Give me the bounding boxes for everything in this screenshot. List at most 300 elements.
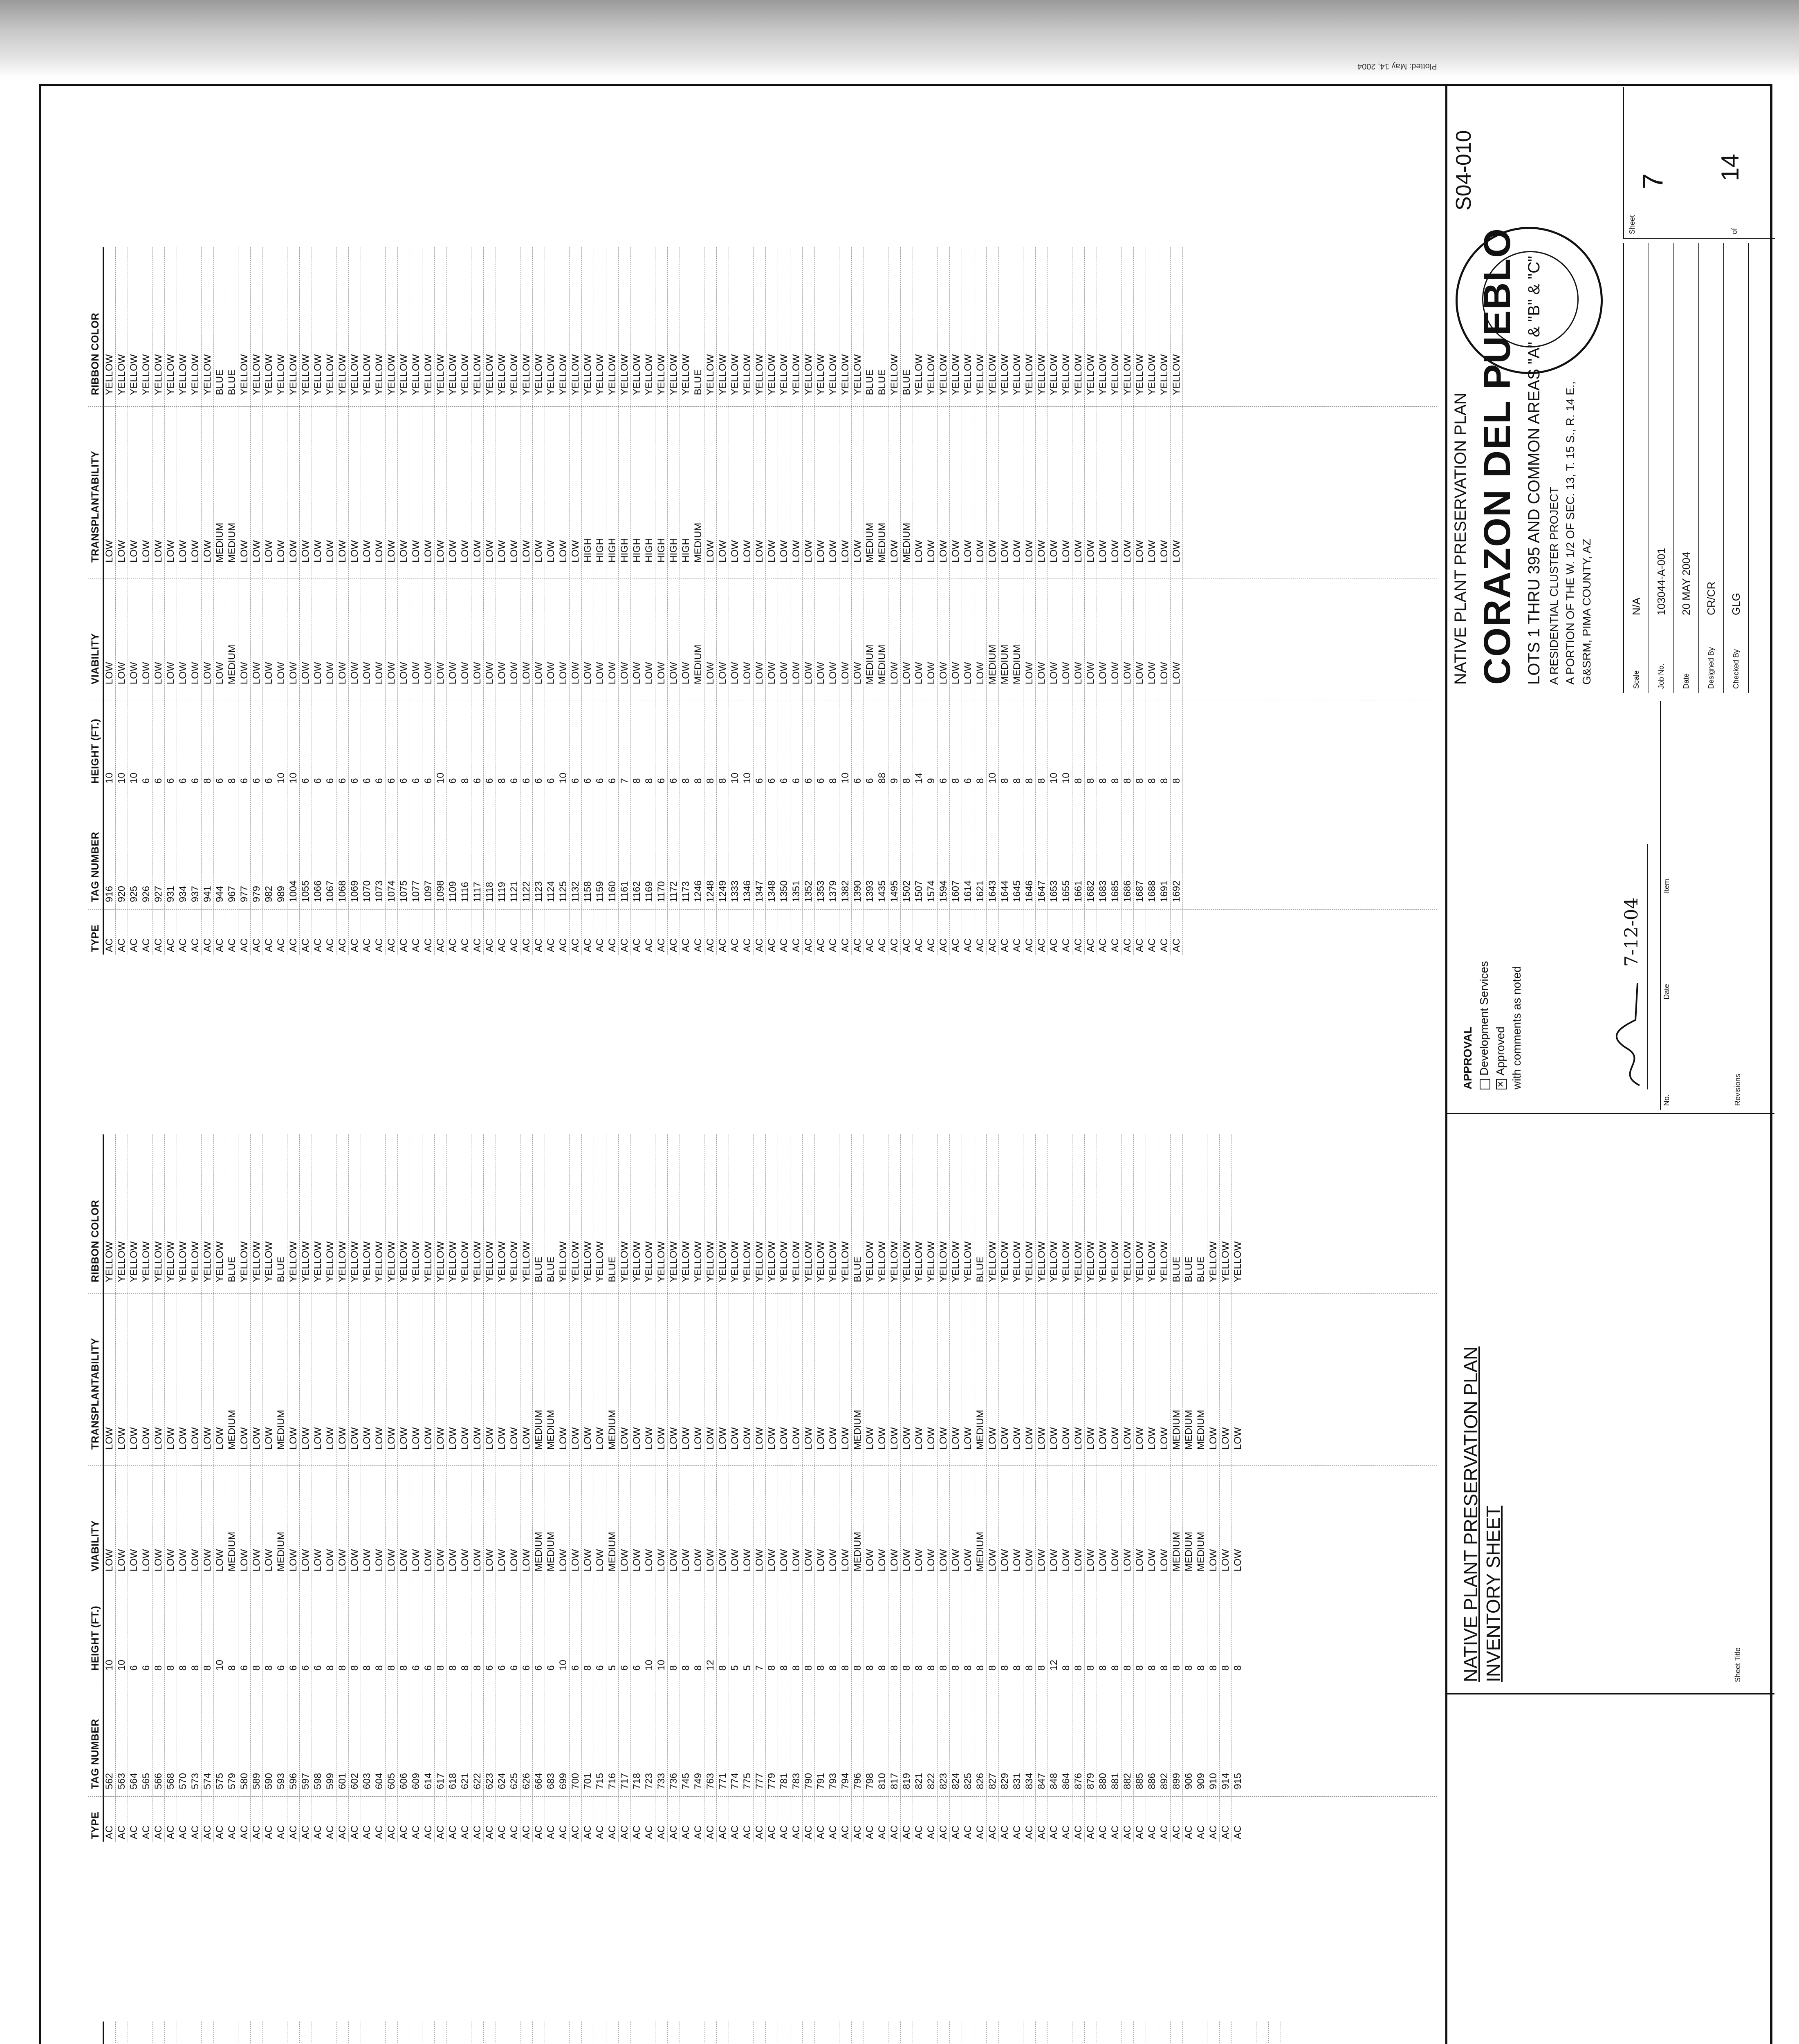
job-value: 103044-A-001 [1655,548,1667,615]
type-cell: AC [901,938,912,952]
ribbon-color-cell: YELLOW [926,354,937,395]
tag-number-cell: 906 [1183,1773,1194,1790]
table-row [619,2022,631,2044]
table-row [1146,2022,1158,2044]
ribbon-color-cell [263,2022,275,2044]
viability-cell: LOW [374,662,385,685]
type-cell: AC [1183,1825,1194,1839]
tag-number-cell: 609 [410,1773,422,1790]
tag-number-cell: 881 [1110,1773,1121,1790]
height-cell: 8 [386,1665,397,1671]
tag-number-cell: 1158 [582,881,593,903]
table-row [1097,247,1109,955]
type-cell: AC [496,1825,507,1839]
transplantability-cell: LOW [1110,540,1121,563]
viability-cell: LOW [1024,1549,1035,1572]
type-cell: AC [325,938,336,952]
tag-number-cell: 1123 [533,881,544,903]
ribbon-color-cell [140,2022,152,2044]
tag-number-cell: 1097 [423,880,434,903]
transplantability-cell: LOW [1073,1427,1084,1450]
tag-number-cell: 944 [214,885,225,903]
tag-number-cell: 941 [202,885,213,903]
type-cell: AC [435,1825,446,1839]
ribbon-color-cell [557,2022,569,2044]
transplantability-cell: LOW [901,1427,912,1450]
transplantability-cell: MEDIUM [693,522,704,563]
transplantability-cell: LOW [1134,1427,1145,1450]
ribbon-color-cell [619,2022,630,2044]
ribbon-color-cell: YELLOW [668,1241,679,1282]
type-cell: AC [423,938,434,952]
tag-number-cell: 1352 [803,880,814,903]
viability-cell: LOW [349,1549,360,1572]
transplantability-cell: LOW [349,1427,360,1450]
transplantability-cell: LOW [558,1427,569,1450]
ribbon-color-cell [594,2022,606,2044]
table-row [913,247,925,955]
type-cell: AC [594,938,606,952]
viability-cell: LOW [950,662,961,685]
ribbon-color-cell: YELLOW [889,1241,900,1282]
height-cell: 8 [950,778,961,784]
table-row [1146,1134,1158,1842]
height-cell: 8 [680,778,691,784]
table-row [165,1134,177,1842]
ribbon-color-cell [827,2022,839,2044]
column-header-ribbon: RIBBON COLOR [90,312,101,395]
table-row [324,247,336,955]
table-row [287,247,300,955]
height-cell: 5 [742,1665,753,1671]
table-row [704,1134,717,1842]
table-row [962,2022,974,2044]
tag-number-cell: 823 [938,1773,949,1790]
table-row [177,1134,189,1842]
ribbon-color-cell: YELLOW [104,1241,115,1282]
column-header-viability: VIABILITY [90,633,101,685]
ribbon-color-cell: BLUE [607,1256,618,1282]
ribbon-color-cell: YELLOW [521,354,532,395]
tag-number-cell: 1119 [496,882,507,903]
transplantability-cell: LOW [509,540,520,563]
ribbon-color-cell: YELLOW [349,354,360,395]
tag-number-cell: 1390 [852,880,863,903]
height-cell: 8 [717,778,728,784]
transplantability-cell: LOW [398,540,409,563]
table-row [422,1134,435,1842]
type-cell: AC [128,938,139,952]
ribbon-color-cell: YELLOW [1061,1241,1072,1282]
project-cell [1447,1703,1774,2044]
transplantability-cell: LOW [766,1427,777,1450]
height-cell: 10 [840,772,851,784]
ribbon-color-cell [459,2022,471,2044]
height-cell: 8 [693,778,704,784]
tag-number-cell: 821 [913,1773,924,1790]
height-cell: 10 [1048,772,1059,784]
viability-cell: LOW [460,1549,471,1572]
table-row [582,1134,594,1842]
table-row [177,247,189,955]
type-cell: AC [288,1825,299,1839]
viability-cell: LOW [791,1549,802,1572]
table-row [300,2022,312,2044]
viability-cell: LOW [214,1549,225,1572]
table-row [1269,2022,1281,2044]
height-cell: 6 [938,778,949,784]
viability-cell: LOW [1220,1549,1231,1572]
table-row [275,1134,287,1842]
ribbon-color-cell: YELLOW [1208,1241,1219,1282]
table-row [827,2022,839,2044]
ribbon-color-cell [1134,2022,1146,2044]
transplantability-cell: LOW [496,540,507,563]
transplantability-cell: HIGH [656,538,667,563]
transplantability-cell: MEDIUM [214,522,225,563]
table-row [251,2022,263,2044]
transplantability-cell: LOW [104,540,115,563]
ribbon-color-cell [471,2022,483,2044]
transplantability-cell: LOW [1097,540,1108,563]
type-cell: AC [460,938,471,952]
ribbon-color-cell [631,2022,643,2044]
viability-cell: LOW [484,1549,495,1572]
table-row [1085,247,1097,955]
transplantability-cell: LOW [742,1427,753,1450]
transplantability-cell: LOW [852,540,863,563]
approval-dev: Development Services [1478,961,1490,1076]
type-cell: AC [263,938,274,952]
table-row [459,2022,471,2044]
height-cell: 8 [815,1665,826,1671]
type-cell: AC [852,1825,863,1839]
ribbon-color-cell [116,2022,128,2044]
table-row [815,1134,827,1842]
transplantability-cell: LOW [889,540,900,563]
transplantability-cell: LOW [460,540,471,563]
table-row [1171,247,1183,955]
transplantability-cell: LOW [214,1427,225,1450]
table-body [103,247,1183,955]
checked-value: GLG [1729,593,1742,615]
ribbon-color-cell [226,2022,238,2044]
height-cell: 6 [864,778,875,784]
tag-number-cell: 879 [1085,1773,1096,1790]
transplantability-cell: LOW [435,1427,446,1450]
ribbon-color-cell [852,2022,864,2044]
table-row [766,1134,778,1842]
tag-number-cell: 1347 [754,880,765,903]
ribbon-color-cell: YELLOW [398,354,409,395]
table-row [435,247,447,955]
height-cell: 8 [447,1665,458,1671]
viability-cell: LOW [472,662,483,685]
height-cell: 8 [582,1665,593,1671]
type-cell: AC [386,938,397,952]
viability-cell: LOW [398,1549,409,1572]
viability-cell: MEDIUM [276,1531,287,1572]
table-row [803,247,815,955]
table-row [349,247,361,955]
designed-label: Designed By [1707,647,1715,689]
title-block [1445,84,1774,2044]
type-cell: AC [251,938,262,952]
ribbon-color-cell: YELLOW [1024,354,1035,395]
ribbon-color-cell [582,2022,594,2044]
type-cell: AC [950,938,961,952]
transplantability-cell: LOW [705,540,716,563]
tag-number-cell: 1683 [1097,880,1108,903]
table-row [435,2022,447,2044]
viability-cell: LOW [594,662,606,685]
ribbon-color-cell [165,2022,177,2044]
tag-number-cell: 1655 [1061,880,1072,903]
transplantability-cell: LOW [582,1427,593,1450]
transplantability-cell: MEDIUM [901,522,912,563]
ribbon-color-cell: YELLOW [582,354,593,395]
tag-number-cell: 1162 [631,881,642,903]
type-cell: AC [717,938,728,952]
ribbon-color-cell: YELLOW [717,354,728,395]
tag-number-cell: 1109 [447,881,458,903]
table-row [128,1134,140,1842]
height-cell: 6 [312,778,323,784]
ribbon-color-cell: YELLOW [1110,1241,1121,1282]
type-cell: AC [533,1825,544,1839]
tag-number-cell: 1686 [1122,880,1133,903]
height-cell: 6 [423,778,434,784]
type-cell: AC [901,1825,912,1839]
plot-stamp: Plotted: May 14, 2004 [1357,62,1437,71]
ribbon-color-cell [668,2022,680,2044]
viability-cell: LOW [1171,662,1182,685]
viability-cell: LOW [153,662,164,685]
viability-cell: LOW [1110,1549,1121,1572]
viability-cell: MEDIUM [1196,1531,1207,1572]
type-cell: AC [361,1825,372,1839]
table-row [766,2022,778,2044]
viability-cell: LOW [533,662,544,685]
viability-cell: LOW [361,662,372,685]
type-cell: AC [447,1825,458,1839]
ribbon-color-cell: YELLOW [202,354,213,395]
height-cell: 8 [999,778,1010,784]
transplantability-cell: LOW [447,540,458,563]
height-cell: 6 [496,1665,507,1671]
table-row [508,2022,520,2044]
type-cell: AC [975,938,986,952]
type-cell: AC [766,1825,777,1839]
ribbon-color-cell [1183,2022,1195,2044]
transplantability-cell: LOW [533,540,544,563]
tag-number-cell: 733 [656,1773,667,1790]
designed-value: CR/CR [1705,581,1717,615]
ribbon-color-cell [938,2022,949,2044]
table-row [545,2022,557,2044]
ribbon-color-cell: YELLOW [288,354,299,395]
transplantability-cell: MEDIUM [864,522,875,563]
type-cell: AC [644,938,655,952]
transplantability-cell: LOW [1171,540,1182,563]
type-cell: AC [877,938,888,952]
transplantability-cell: LOW [717,1427,728,1450]
height-cell: 8 [1146,1665,1157,1671]
table-row [1097,1134,1109,1842]
viability-cell: MEDIUM [693,644,704,685]
transplantability-cell: LOW [472,540,483,563]
tag-number-cell: 1118 [484,882,495,903]
project-info-grid [1623,243,1775,693]
type-cell: AC [1097,938,1108,952]
height-cell: 12 [705,1659,716,1671]
transplantability-cell: LOW [999,1427,1010,1450]
viability-cell: MEDIUM [852,1531,863,1572]
seal-inner-ring [1482,251,1579,347]
type-cell: AC [386,1825,397,1839]
type-cell: AC [496,938,507,952]
table-body [103,2022,1293,2044]
tag-number-cell: 1125 [558,881,569,903]
type-cell: AC [1110,938,1121,952]
type-cell: AC [668,1825,679,1839]
tag-number-cell: 623 [484,1773,495,1790]
ribbon-color-cell: BLUE [1196,1256,1207,1282]
tag-number-cell: 829 [999,1773,1010,1790]
tag-number-cell: 899 [1171,1773,1182,1790]
table-row [680,1134,692,1842]
type-cell: AC [374,1825,385,1839]
type-cell: AC [177,938,188,952]
type-cell: AC [104,1825,115,1839]
tag-number-cell: 783 [791,1773,802,1790]
height-cell: 14 [913,772,924,784]
type-cell: AC [803,1825,814,1839]
table-row [103,2022,116,2044]
transplantability-cell: LOW [631,1427,642,1450]
type-cell: AC [1232,1825,1243,1839]
table-row [1207,1134,1220,1842]
table-row [631,247,643,955]
ribbon-color-cell [1158,2022,1170,2044]
viability-cell: LOW [374,1549,385,1572]
type-cell: AC [509,1825,520,1839]
ribbon-color-cell: YELLOW [484,1241,495,1282]
transplantability-cell: LOW [815,540,826,563]
type-cell: AC [705,1825,716,1839]
ribbon-color-cell: YELLOW [1073,1241,1084,1282]
ribbon-color-cell: YELLOW [950,354,961,395]
transplantability-cell: LOW [877,1427,888,1450]
table-row [778,2022,790,2044]
table-row [153,247,165,955]
height-cell: 8 [950,1665,961,1671]
type-cell: AC [962,938,974,952]
table-row [373,2022,386,2044]
viability-cell: LOW [214,662,225,685]
type-cell: AC [607,938,618,952]
ribbon-color-cell: YELLOW [594,354,606,395]
table-row [263,247,275,955]
viability-cell: LOW [901,662,912,685]
ribbon-color-cell: YELLOW [325,354,336,395]
transplantability-cell: LOW [950,1427,961,1450]
table-header [88,1134,104,1842]
ribbon-color-cell [692,2022,704,2044]
transplantability-cell: LOW [889,1427,900,1450]
table-row [582,247,594,955]
type-cell: AC [116,1825,127,1839]
table-row [570,1134,582,1842]
tag-number-cell: 763 [705,1773,716,1790]
column-header-transplant: TRANSPLANTABILITY [90,1338,101,1450]
ribbon-color-cell: YELLOW [852,354,863,395]
table-row [336,1134,349,1842]
transplantability-cell: LOW [1085,1427,1096,1450]
type-cell: AC [1171,1825,1182,1839]
tag-number-cell: 1121 [509,881,520,903]
ribbon-color-cell [1256,2022,1268,2044]
transplantability-cell: LOW [484,1427,495,1450]
table-row [1134,1134,1146,1842]
transplantability-cell: LOW [460,1427,471,1450]
transplantability-cell: LOW [398,1427,409,1450]
table-row [177,2022,189,2044]
height-cell: 10 [104,1659,115,1671]
ribbon-color-cell: YELLOW [165,354,176,395]
table-row [643,1134,655,1842]
viability-cell: MEDIUM [545,1531,556,1572]
viability-cell: LOW [680,1549,691,1572]
ribbon-color-cell [803,2022,814,2044]
height-cell: 8 [962,1665,974,1671]
transplantability-cell: LOW [1024,1427,1035,1450]
height-cell: 6 [128,1665,139,1671]
height-cell: 6 [141,778,152,784]
transplantability-cell: LOW [1220,1427,1231,1450]
transplantability-cell: LOW [374,540,385,563]
table-row [202,2022,214,2044]
tag-number-cell: 880 [1097,1773,1108,1790]
viability-cell: LOW [141,662,152,685]
ribbon-color-cell: YELLOW [435,1241,446,1282]
type-cell: AC [1061,1825,1072,1839]
height-cell: 7 [754,1665,765,1671]
transplantability-cell: LOW [680,1427,691,1450]
type-cell: AC [1122,1825,1133,1839]
table-row [680,247,692,955]
height-cell: 8 [472,1665,483,1671]
type-cell: AC [288,938,299,952]
tag-number-cell: 574 [202,1773,213,1790]
viability-cell: LOW [104,1549,115,1572]
ribbon-color-cell: YELLOW [423,354,434,395]
transplantability-cell: MEDIUM [852,1410,863,1450]
transplantability-cell: MEDIUM [877,522,888,563]
sheet-total: 14 [1716,154,1744,181]
tag-number-cell: 618 [447,1773,458,1790]
table-row [1011,1134,1023,1842]
checked-label: Checked By [1732,649,1740,689]
inventory-table-2 [55,1134,1437,1842]
ribbon-color-cell: YELLOW [128,1241,139,1282]
height-cell: 8 [1097,1665,1108,1671]
tag-number-cell: 826 [975,1773,986,1790]
viability-cell: LOW [472,1549,483,1572]
table-row [790,247,803,955]
height-cell: 8 [901,778,912,784]
tag-number-cell: 876 [1073,1773,1084,1790]
